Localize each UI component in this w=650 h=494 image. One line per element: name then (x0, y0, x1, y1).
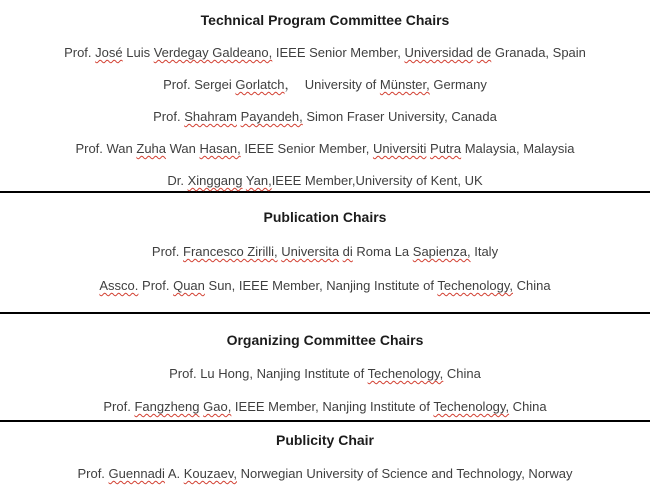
misspelled-text: Universidad (404, 45, 474, 60)
member-line (0, 467, 650, 481)
member-line (0, 279, 650, 293)
text-segment: Malaysia, Malaysia (461, 141, 575, 156)
member-line (0, 78, 650, 92)
text-segment: Prof. Sergei (163, 77, 236, 92)
text-segment: Italy (470, 244, 499, 259)
misspelled-text: Sapienza, (412, 244, 471, 259)
text-segment: Prof. (103, 399, 135, 414)
misspelled-text: Techenology, (367, 366, 444, 381)
text-segment: Roma La (352, 244, 413, 259)
misspelled-text: de (476, 45, 492, 60)
text-segment: Prof. Wan (75, 141, 137, 156)
text-segment: Prof. (64, 45, 96, 60)
misspelled-text: Zuha (136, 141, 167, 156)
committee-section (0, 0, 650, 191)
member-line (0, 142, 650, 156)
misspelled-text: Universiti (372, 141, 427, 156)
text-segment: Prof. (151, 244, 183, 259)
misspelled-text: Techenology, (437, 278, 514, 293)
committee-section (0, 422, 650, 481)
misspelled-text: Yan, (245, 173, 272, 188)
section-heading: Publicity Chair (275, 432, 375, 448)
text-segment: China (513, 278, 551, 293)
text-segment: Granada, Spain (491, 45, 586, 60)
misspelled-text: Putra (430, 141, 462, 156)
misspelled-text: Quan (173, 278, 205, 293)
section-heading: Publication Chairs (263, 209, 387, 225)
misspelled-text: Assco. (99, 278, 139, 293)
text-segment: A. (164, 466, 184, 481)
committee-section (0, 193, 650, 312)
misspelled-text: Hasan, (199, 141, 241, 156)
misspelled-text: Gorlatch (235, 77, 285, 92)
misspelled-text: José (95, 45, 123, 60)
text-segment: IEEE Senior Member, (272, 45, 405, 60)
committee-section (0, 314, 650, 420)
misspelled-text: Shahram (184, 109, 237, 124)
text-segment: Luis (122, 45, 154, 60)
misspelled-text: Guennadi (108, 466, 165, 481)
member-line (0, 110, 650, 124)
text-segment: Dr. (167, 173, 188, 188)
text-segment: China (443, 366, 481, 381)
misspelled-text: Universita (281, 244, 340, 259)
text-segment: Prof. (77, 466, 109, 481)
text-segment: IEEE Member,University of Kent, UK (271, 173, 483, 188)
member-line (0, 245, 650, 259)
misspelled-text: Techenology, (433, 399, 510, 414)
text-segment: Prof. (138, 278, 174, 293)
member-line (0, 400, 650, 414)
member-line (0, 367, 650, 381)
text-segment: Sun, IEEE Member, Nanjing Institute of (204, 278, 438, 293)
text-segment: IEEE Senior Member, (240, 141, 373, 156)
text-segment: Prof. Lu Hong, Nanjing Institute of (169, 366, 368, 381)
text-segment: China (509, 399, 547, 414)
misspelled-text: Payandeh, (240, 109, 303, 124)
misspelled-text: Kouzaev, (183, 466, 237, 481)
section-heading: Organizing Committee Chairs (226, 332, 424, 348)
text-segment: IEEE Member, Nanjing Institute of (231, 399, 434, 414)
text-segment: Germany (429, 77, 487, 92)
misspelled-text: Fangzheng (134, 399, 200, 414)
text-segment: ， University of (284, 77, 380, 92)
section-heading: Technical Program Committee Chairs (200, 12, 450, 28)
misspelled-text: Xinggang (187, 173, 243, 188)
member-line (0, 46, 650, 60)
text-segment: Prof. (153, 109, 185, 124)
text-segment: Simon Fraser University, Canada (302, 109, 497, 124)
text-segment: Wan (166, 141, 200, 156)
misspelled-text: Verdegay Galdeano, (153, 45, 273, 60)
misspelled-text: Francesco Zirilli, (183, 244, 278, 259)
member-line (0, 174, 650, 188)
misspelled-text: di (342, 244, 353, 259)
text-segment: Norwegian University of Science and Technology, Norway (236, 466, 573, 481)
misspelled-text: Gao, (203, 399, 232, 414)
misspelled-text: Münster, (379, 77, 430, 92)
